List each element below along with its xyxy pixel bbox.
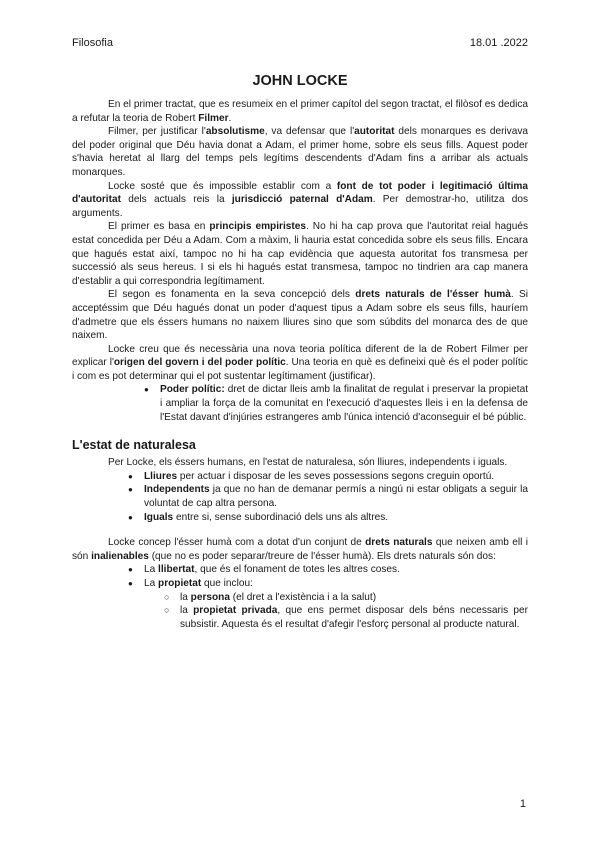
paragraph-intro-5: El segon es fonamenta en la seva concepció dels drets naturals de l'ésser humà. Si acceptéssim que Déu hagués donat un poder d'aquest tipus a Adam sobre els seus fills, hauríem d'admetre que els éssers humans no naixem lliures sino que som súbdits del monarca des de que naixem. (72, 289, 529, 342)
list-item: ● Iguals entre si, sense subordinació dels uns als altres. (128, 511, 528, 525)
header-date: 18.01 .2022 (469, 37, 528, 49)
list-item: ● Lliures per actuar i disposar de les seves possessions segons creguin oportú. (128, 470, 528, 484)
paragraph-intro-2: Filmer, per justificar l'absolutisme, va defensar que l'autoritat dels monarques es derivava del poder original que Déu havia donat a Adam, el primer home, sobre els seus fills. Aquest poder s'havia heretat al llarg del temps pels legítims descendents d'Adam fins a arribar als actuals monarques. (72, 126, 528, 178)
paragraph-state-2: Locke concep l'ésser humà com a dotat d'un conjunt de drets naturals que neixen amb ell i són inalienables (que no es poder separar/treure de l'ésser humà). Els drets naturals són dos: (72, 537, 528, 562)
property-sublist (144, 591, 528, 632)
document-body (72, 72, 528, 631)
section-heading: L'estat de naturalesa (72, 438, 196, 453)
paragraph-state-1: Per Locke, els éssers humans, en l'estat de naturalesa, són lliures, independents i iguals. (108, 457, 508, 469)
rights-list (72, 563, 528, 631)
list-item: ○ la propietat privada, que ens permet disposar dels béns necessaris per subsistir. Aquesta és el resultat d'afegir l'esforç personal al producte natural. (164, 604, 528, 631)
paragraph-intro-1: En el primer tractat, que es resumeix en el primer capítol del segon tractat, el filòsof es dedica a refutar la teoria de Robert Filmer. (72, 99, 528, 124)
paragraph-intro-6: Locke creu que és necessària una nova teoria política diferent de la de Robert Filmer per explicar l'origen del govern i del poder polític. Una teoria en què es defineixi què és el poder polític i com es pot determinar qui el pot sustentar legítimament (justificar). (72, 343, 528, 382)
list-item: ● La llibertat, que és el fonament de totes les altres coses. (128, 563, 528, 577)
attributes-list (72, 470, 528, 524)
page-number: 1 (519, 798, 526, 810)
paragraph-intro-4: El primer es basa en principis empiristes. No hi ha cap prova que l'autoritat reial hagués estat concedida per Déu a Adam. Com a màxim, li hauria estat concedida sobre els seus fills. Encara que hagués estat així, tampoc no hi ha cap evidència que aquesta autoritat fos transmesa per successió als seus hereus. I si els hi hagués estat transmesa, tampoc no tindrien ara cap manera d'establir a qui correspondria legítimament. (72, 221, 529, 287)
list-item: ● Independents ja que no han de demanar permís a ningú ni estar obligats a seguir la voluntat de cap altra persona. (128, 483, 528, 510)
header-subject: Filosofia (72, 37, 113, 49)
list-item: ● La propietat que inclou: ○ la persona (el dret a l'existència i a la salut) ○ la propietat privada, que ens permet disposar dels béns necessaris per subsistir. Aquesta és el resultat d'afegir l'esforç personal al producte natural. (128, 577, 528, 631)
paragraph-intro-3: Locke sosté que és impossible establir com a font de tot poder i legitimació última d'autoritat dels actuals reis la jurisdicció paternal d'Adam. Per demostrar-ho, utilitza dos arguments. (72, 180, 528, 219)
list-item: ○ la persona (el dret a l'existència i a la salut) (164, 591, 528, 605)
page-title: JOHN LOCKE (252, 73, 348, 89)
definition-list (72, 383, 528, 424)
list-item: ● Poder polític: dret de dictar lleis amb la finalitat de regulat i preservar la propietat i ampliar la força de la comunitat en l'execució d'aquestes lleis i en la defensa de l'Estat davant d'injúries estrangeres amb l'única intenció d'aconseguir el bé públic. (144, 383, 528, 424)
